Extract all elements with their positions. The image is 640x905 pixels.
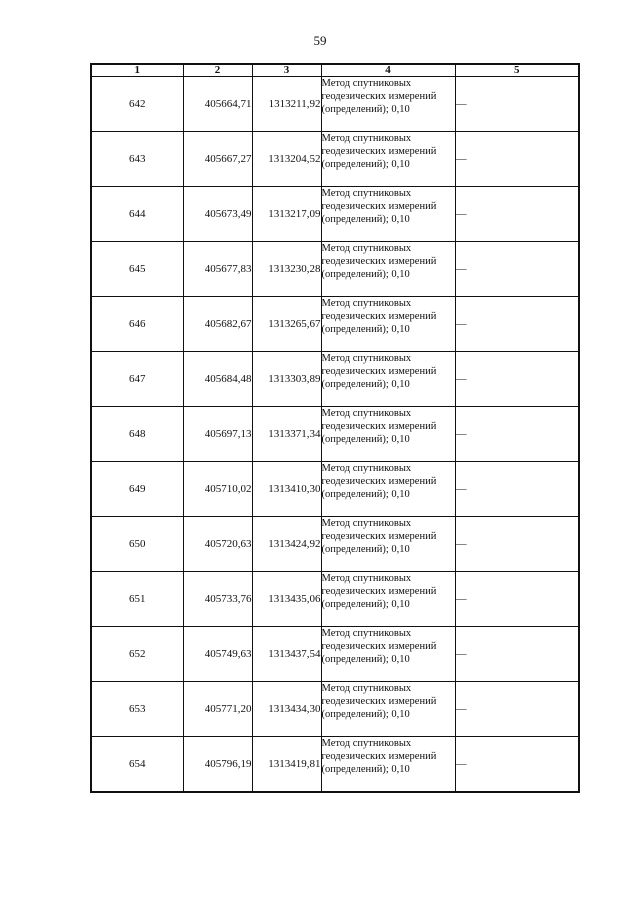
note-cell: — [455, 737, 579, 792]
y-coordinate-cell: 1313230,28 [252, 242, 321, 297]
x-coordinate-cell: 405796,19 [183, 737, 252, 792]
x-coordinate-cell: 405710,02 [183, 462, 252, 517]
x-coordinate-cell: 405697,13 [183, 407, 252, 462]
point-number-cell: 644 [91, 187, 183, 242]
table-row [91, 297, 579, 352]
x-coordinate-cell: 405667,27 [183, 132, 252, 187]
x-coordinate-cell: 405684,48 [183, 352, 252, 407]
method-cell: Метод спутниковых геодезических измерений (определений); 0,10 [321, 407, 455, 462]
note-cell: — [455, 517, 579, 572]
column-header-3: 3 [252, 64, 321, 77]
x-coordinate-cell: 405720,63 [183, 517, 252, 572]
note-cell: — [455, 187, 579, 242]
method-cell: Метод спутниковых геодезических измерений (определений); 0,10 [321, 77, 455, 132]
method-cell: Метод спутниковых геодезических измерений (определений); 0,10 [321, 682, 455, 737]
y-coordinate-cell: 1313303,89 [252, 352, 321, 407]
table-row [91, 352, 579, 407]
y-coordinate-cell: 1313437,54 [252, 627, 321, 682]
table-row [91, 242, 579, 297]
y-coordinate-cell: 1313217,09 [252, 187, 321, 242]
y-coordinate-cell: 1313435,06 [252, 572, 321, 627]
table-row [91, 132, 579, 187]
note-cell: — [455, 627, 579, 682]
point-number-cell: 654 [91, 737, 183, 792]
note-cell: — [455, 77, 579, 132]
point-number-cell: 649 [91, 462, 183, 517]
x-coordinate-cell: 405733,76 [183, 572, 252, 627]
y-coordinate-cell: 1313434,30 [252, 682, 321, 737]
x-coordinate-cell: 405677,83 [183, 242, 252, 297]
column-header-4: 4 [321, 64, 455, 77]
note-cell: — [455, 682, 579, 737]
note-cell: — [455, 572, 579, 627]
x-coordinate-cell: 405673,49 [183, 187, 252, 242]
note-cell: — [455, 407, 579, 462]
method-cell: Метод спутниковых геодезических измерений (определений); 0,10 [321, 627, 455, 682]
method-cell: Метод спутниковых геодезических измерений (определений); 0,10 [321, 242, 455, 297]
point-number-cell: 651 [91, 572, 183, 627]
point-number-cell: 650 [91, 517, 183, 572]
x-coordinate-cell: 405664,71 [183, 77, 252, 132]
table-row [91, 462, 579, 517]
table-body [91, 77, 579, 792]
method-cell: Метод спутниковых геодезических измерений (определений); 0,10 [321, 297, 455, 352]
note-cell: — [455, 132, 579, 187]
method-cell: Метод спутниковых геодезических измерений (определений); 0,10 [321, 517, 455, 572]
table-row [91, 572, 579, 627]
note-cell: — [455, 352, 579, 407]
header-row [91, 64, 579, 77]
y-coordinate-cell: 1313424,92 [252, 517, 321, 572]
table-header [91, 64, 579, 77]
method-cell: Метод спутниковых геодезических измерений (определений); 0,10 [321, 737, 455, 792]
point-number-cell: 647 [91, 352, 183, 407]
y-coordinate-cell: 1313265,67 [252, 297, 321, 352]
y-coordinate-cell: 1313204,52 [252, 132, 321, 187]
page-number: 59 [313, 33, 327, 48]
point-number-cell: 643 [91, 132, 183, 187]
x-coordinate-cell: 405749,63 [183, 627, 252, 682]
y-coordinate-cell: 1313211,92 [252, 77, 321, 132]
x-coordinate-cell: 405682,67 [183, 297, 252, 352]
note-cell: — [455, 242, 579, 297]
y-coordinate-cell: 1313410,30 [252, 462, 321, 517]
table-row [91, 682, 579, 737]
column-header-2: 2 [183, 64, 252, 77]
table-row [91, 77, 579, 132]
method-cell: Метод спутниковых геодезических измерений (определений); 0,10 [321, 187, 455, 242]
table-row [91, 407, 579, 462]
point-number-cell: 646 [91, 297, 183, 352]
point-number-cell: 653 [91, 682, 183, 737]
column-header-1: 1 [91, 64, 183, 77]
method-cell: Метод спутниковых геодезических измерений (определений); 0,10 [321, 572, 455, 627]
method-cell: Метод спутниковых геодезических измерений (определений); 0,10 [321, 352, 455, 407]
table-row [91, 627, 579, 682]
x-coordinate-cell: 405771,20 [183, 682, 252, 737]
point-number-cell: 645 [91, 242, 183, 297]
method-cell: Метод спутниковых геодезических измерений (определений); 0,10 [321, 132, 455, 187]
note-cell: — [455, 462, 579, 517]
y-coordinate-cell: 1313419,81 [252, 737, 321, 792]
table-row [91, 737, 579, 792]
point-number-cell: 652 [91, 627, 183, 682]
coordinates-table [90, 63, 580, 793]
y-coordinate-cell: 1313371,34 [252, 407, 321, 462]
table-row [91, 187, 579, 242]
table-row [91, 517, 579, 572]
column-header-5: 5 [455, 64, 579, 77]
point-number-cell: 642 [91, 77, 183, 132]
note-cell: — [455, 297, 579, 352]
point-number-cell: 648 [91, 407, 183, 462]
method-cell: Метод спутниковых геодезических измерений (определений); 0,10 [321, 462, 455, 517]
